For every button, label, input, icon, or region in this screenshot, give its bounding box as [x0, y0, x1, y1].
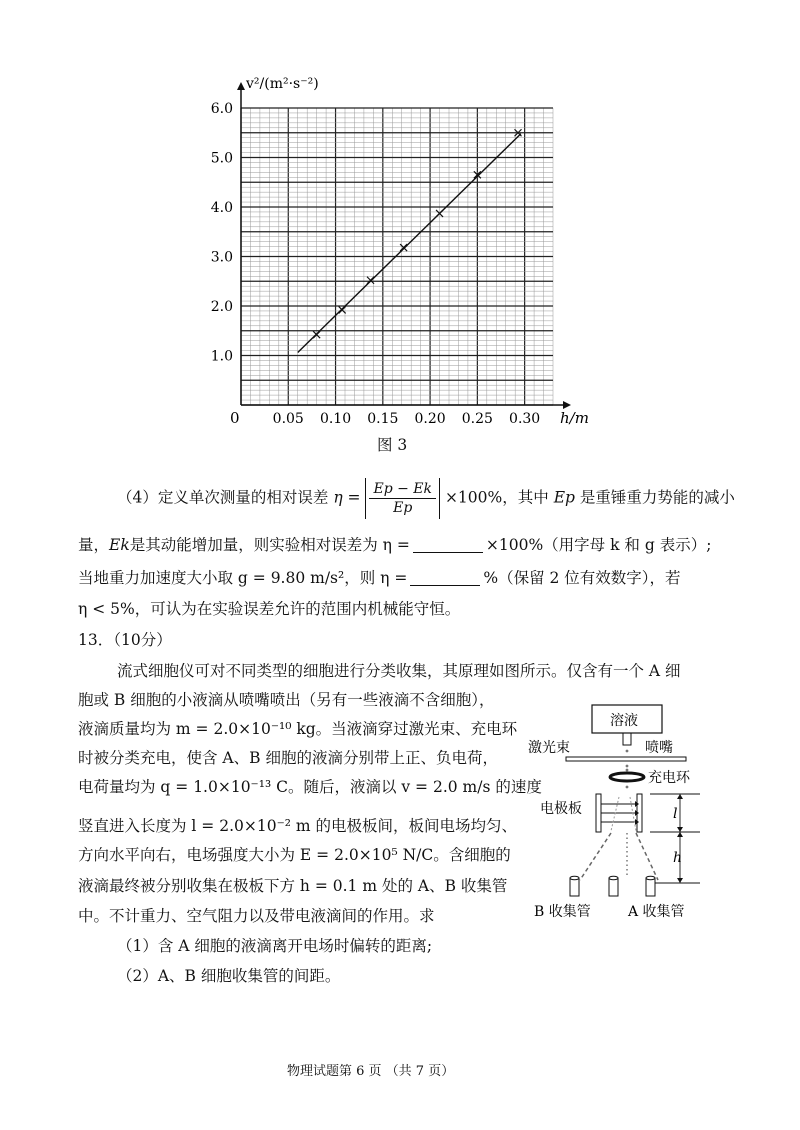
q4-Ep: Ep: [553, 488, 575, 507]
q13-line-6: 方向水平向右，电场强度大小为 E = 2.0×10⁵ N/C。含细胞的: [78, 846, 511, 864]
x-tick-label: 0.10: [319, 411, 352, 427]
chart-origin-label: 0: [230, 409, 240, 427]
plate-label: 电极板: [540, 801, 582, 817]
figure3-chart: [0, 0, 800, 460]
q4-line3-a: 当地重力加速度大小取 g = 9.80 m/s²，则 η =: [78, 569, 408, 587]
q13-line-5: 竖直进入长度为 l = 2.0×10⁻² m 的电极板间，板间电场均匀、: [78, 817, 518, 835]
ring-label: 充电环: [648, 770, 690, 786]
q13-line-8: 中。不计重力、空气阻力以及带电液滴间的作用。求: [78, 907, 435, 925]
y-tick-label: 3.0: [210, 249, 233, 266]
q13-heading: 13．（10分）: [78, 631, 172, 649]
q4-line4: η < 5%，可认为在实验误差允许的范围内机械能守恒。: [78, 600, 461, 618]
laser-beam-bar: [566, 757, 686, 761]
x-tick-label: 0.30: [509, 411, 541, 427]
q13-line-0: 流式细胞仪可对不同类型的细胞进行分类收集，其原理如图所示。仅含有一个 A 细: [117, 662, 681, 680]
tube-middle: [609, 876, 618, 896]
q4-eta: η: [333, 488, 343, 507]
nozzle-label: 喷嘴: [645, 740, 673, 756]
nozzle-shape: [623, 733, 631, 745]
chart-xlabel: h/m: [560, 409, 589, 427]
q4-line1: [117, 478, 735, 519]
q13-sub2: （2）A、B 细胞收集管的间距。: [117, 967, 341, 985]
laser-label: 激光束: [528, 740, 570, 756]
tube-b: [570, 876, 579, 896]
q13-line-4: 电荷量均为 q = 1.0×10⁻¹³ C。随后，液滴以 v = 2.0 m/s 的速度: [78, 778, 542, 796]
x-tick-label: 0.20: [414, 411, 446, 427]
q13-line-1: 胞或 B 细胞的小液滴从喷嘴喷出（另有一些液滴不含细胞），: [78, 691, 495, 709]
charging-ring: [610, 773, 644, 781]
q4-line1-a: （4）定义单次测量的相对误差: [117, 488, 329, 507]
q4-line2-c: ×100%（用字母 k 和 g 表示）;: [485, 536, 712, 554]
q4-line2: [78, 534, 711, 556]
data-point: [367, 277, 374, 284]
x-tick-label: 0.05: [272, 411, 304, 427]
flow-cytometer-diagram: [520, 700, 710, 930]
q13-line-7: 液滴最终被分别收集在极板下方 h = 0.1 m 处的 A、B 收集管: [78, 877, 508, 895]
q4-answer-blank-1[interactable]: [413, 536, 483, 553]
y-tick-label: 5.0: [210, 150, 233, 167]
data-point: [400, 244, 407, 251]
data-point: [339, 306, 346, 313]
q4-eq: =: [347, 488, 361, 507]
q4-line2-b: 是其动能增加量，则实验相对误差为 η =: [129, 536, 410, 554]
q13-sub1: （1）含 A 细胞的液滴离开电场时偏转的距离;: [117, 937, 433, 955]
x-axis-arrow: [563, 401, 571, 409]
tube-a-label: A 收集管: [628, 904, 685, 920]
q4-frac-denominator: Ep: [393, 500, 413, 516]
q4-Ek: Ek: [109, 536, 130, 554]
electrode-plate-left: [596, 794, 601, 832]
y-axis-arrow: [237, 82, 245, 90]
q13-line-2: 液滴质量均为 m = 2.0×10⁻¹⁰ kg。当液滴穿过激光束、充电环: [78, 720, 518, 738]
q4-line1-b: ×100%，其中: [444, 488, 549, 507]
q4-line3-b: %（保留 2 位有效数字），若: [483, 569, 681, 587]
q4-frac-numerator: Ep − Ek: [369, 480, 436, 499]
x-tick-label: 0.25: [461, 411, 493, 427]
y-tick-label: 4.0: [210, 200, 233, 216]
y-tick-label: 1.0: [210, 348, 233, 365]
q4-line1-c: 是重锤重力势能的减小: [579, 488, 735, 507]
tube-a: [646, 876, 655, 896]
fit-line: [298, 134, 521, 353]
l-label: l: [673, 806, 678, 822]
y-tick-label: 6.0: [210, 101, 233, 117]
tube-b-label: B 收集管: [534, 904, 591, 920]
h-label: h: [673, 850, 683, 866]
q4-line3: [78, 567, 681, 589]
figure3-caption: 图 3: [377, 436, 408, 454]
solution-label: 溶液: [610, 713, 638, 729]
chart-ylabel: v²/(m²·s⁻²): [246, 76, 319, 92]
q4-answer-blank-2[interactable]: [410, 569, 480, 586]
q13-line-3: 时被分类充电，使含 A、B 细胞的液滴分别带上正、负电荷，: [78, 749, 498, 767]
y-tick-label: 2.0: [210, 299, 233, 315]
q4-line2-a: 量，: [78, 536, 110, 554]
page-footer: 物理试题第 6 页 （共 7 页）: [287, 1064, 455, 1079]
q4-relative-error-formula: [365, 478, 440, 519]
x-tick-label: 0.15: [367, 411, 399, 427]
